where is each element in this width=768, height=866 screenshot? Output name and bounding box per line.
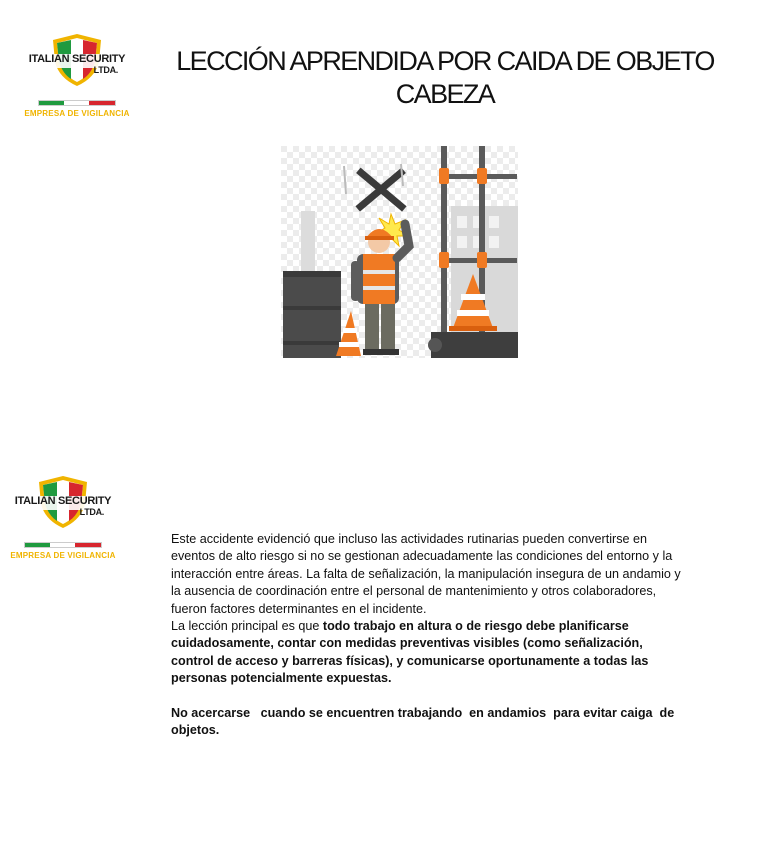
logo-tricolor-bar xyxy=(38,100,116,106)
safety-warning xyxy=(171,705,681,740)
worker-struck-by-falling-object-illustration xyxy=(281,146,518,358)
logo-tagline: EMPRESA DE VIGILANCIA xyxy=(10,551,116,560)
title-line-1: LECCIÓN APRENDIDA POR CAIDA DE OBJETO xyxy=(176,46,714,76)
safety-warning-text: No acercarse cuando se encuentren trabajando en andamios para evitar caiga de objetos. xyxy=(171,705,678,738)
company-logo-secondary xyxy=(8,474,118,560)
title-line-2: CABEZA xyxy=(395,79,495,109)
logo-tricolor-bar xyxy=(24,542,102,548)
logo-brand-suffix: LTDA. xyxy=(93,65,118,75)
logo-brand-name: ITALIAN SECURITY xyxy=(14,495,112,507)
incident-description: Este accidente evidenció que incluso las actividades rutinarias pueden convertirse en eventos de alto riesgo si no se gestionan adecuadamente las condiciones del entorno y la interacción entre áreas. La falta de señalización, la manipulación insegura de un andamio y la ausencia de coordinación entre el personal de mantenimiento y otros colaboradores, fueron factores determinantes en el incidente. xyxy=(171,532,681,616)
logo-brand-suffix: LTDA. xyxy=(79,507,104,517)
logo-tagline: EMPRESA DE VIGILANCIA xyxy=(24,109,130,118)
lesson-body xyxy=(171,531,681,739)
page-title xyxy=(170,45,720,111)
company-logo-top xyxy=(22,32,132,118)
logo-brand-name: ITALIAN SECURITY xyxy=(28,53,126,65)
lesson-paragraph xyxy=(171,618,681,688)
lesson-emphasis: todo trabajo en altura o de riesgo debe planificarse cuidadosamente, contar con medidas preventivas visibles (como señalización, control de acceso y barreras físicas), y comunicarse oportunamente a todas las personas potencialmente expuestas. xyxy=(171,619,649,686)
lesson-intro: La lección principal es que xyxy=(171,619,323,634)
